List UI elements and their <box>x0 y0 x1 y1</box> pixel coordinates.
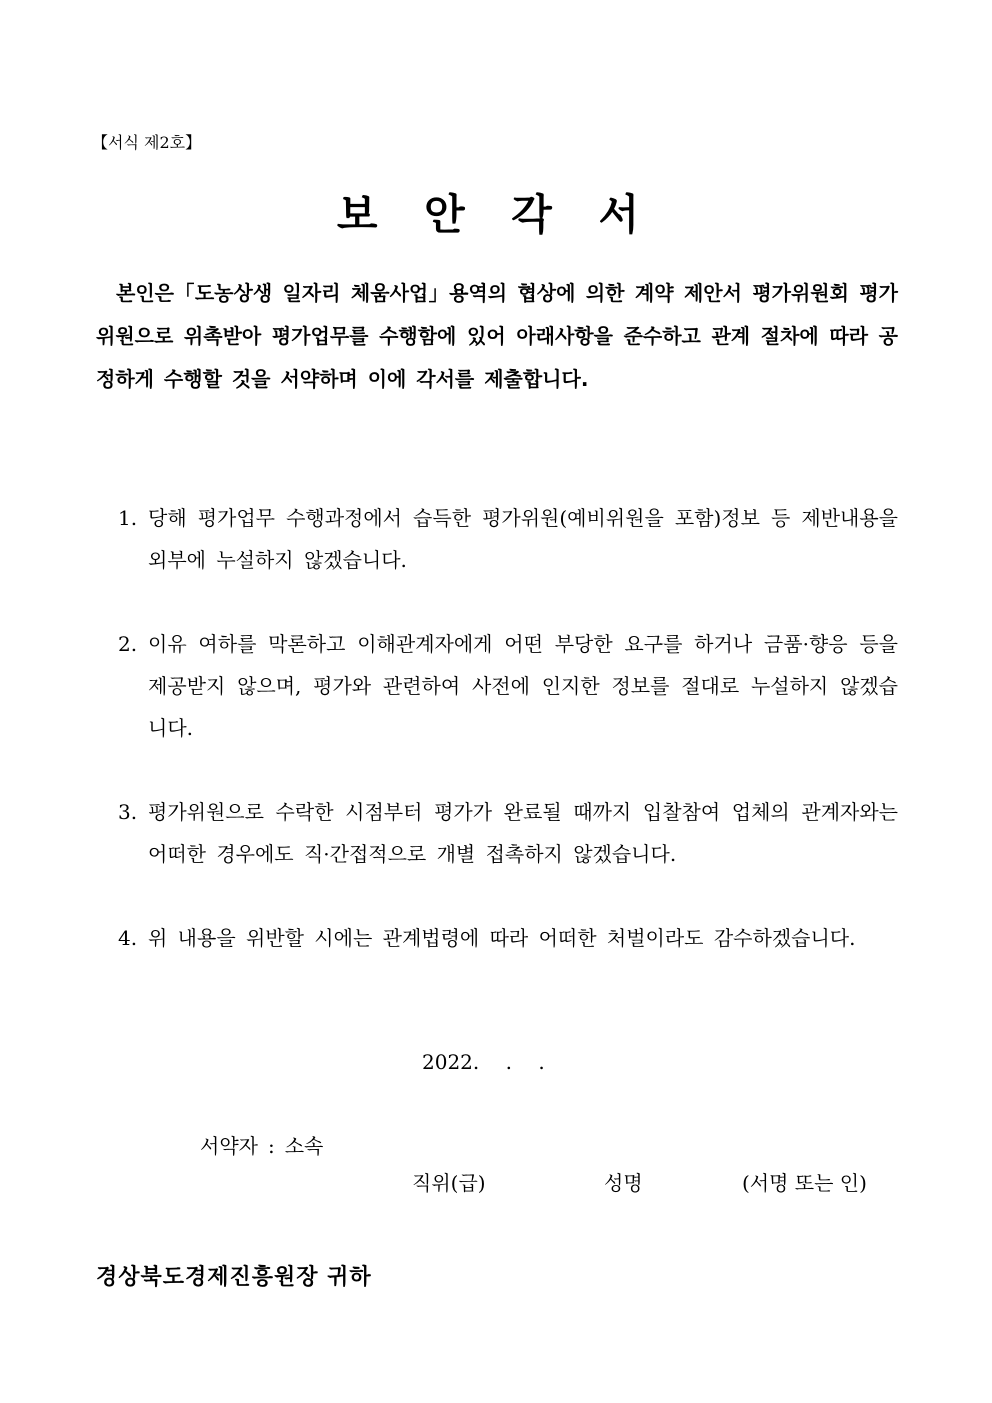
signer-position: 직위(급) <box>412 1171 486 1195</box>
signer-affiliation: 소속 <box>284 1134 324 1158</box>
signer-name: 성명 <box>604 1171 643 1195</box>
pledge-text: 위 내용을 위반할 시에는 관계법령에 따라 어떠한 처벌이라도 감수하겠습니다. <box>148 926 856 950</box>
signer-label: 서약자 <box>200 1134 258 1158</box>
pledge-text: 평가위원으로 수락한 시점부터 평가가 완료될 때까지 입찰참여 업체의 관계자와는 어떠한 경우에도 직·간접적으로 개별 접촉하지 않겠습니다. <box>148 800 898 866</box>
intro-paragraph: 본인은「도농상생 일자리 체움사업」용역의 협상에 의한 계약 제안서 평가위원회 평가위원으로 위촉받아 평가업무를 수행함에 있어 아래사항을 준수하고 관계 절차에 따라 공정하게 수행할 것을 서약하며 이에 각서를 제출합니다. <box>96 281 898 391</box>
pledge-text: 당해 평가업무 수행과정에서 습득한 평가위원(예비위원을 포함)정보 등 제반내용을 외부에 누설하지 않겠습니다. <box>148 506 898 572</box>
signer-signature: (서명 또는 인) <box>742 1171 867 1195</box>
pledge-text: 이유 여하를 막론하고 이해관계자에게 어떤 부당한 요구를 하거나 금품·향응 등을 제공받지 않으며, 평가와 관련하여 사전에 인지한 정보를 절대로 누설하지 않겠습니다. <box>148 632 898 740</box>
signer-affiliation-line <box>200 1130 323 1159</box>
form-number: 【서식 제2호】 <box>92 133 202 152</box>
pledge-number: 3. <box>118 800 138 824</box>
document-title: 보 안 각 서 <box>336 190 656 239</box>
pledge-number: 2. <box>118 632 138 656</box>
signer-colon: : <box>267 1134 275 1158</box>
addressee: 경상북도경제진흥원장 귀하 <box>96 1265 372 1290</box>
document-date: 2022. . . <box>422 1050 545 1074</box>
pledge-item <box>118 623 898 749</box>
pledge-list <box>118 497 898 959</box>
pledge-item <box>118 497 898 581</box>
pledge-item <box>118 791 898 875</box>
pledge-number: 1. <box>118 506 138 530</box>
pledge-item <box>118 917 898 959</box>
pledge-number: 4. <box>118 926 138 950</box>
